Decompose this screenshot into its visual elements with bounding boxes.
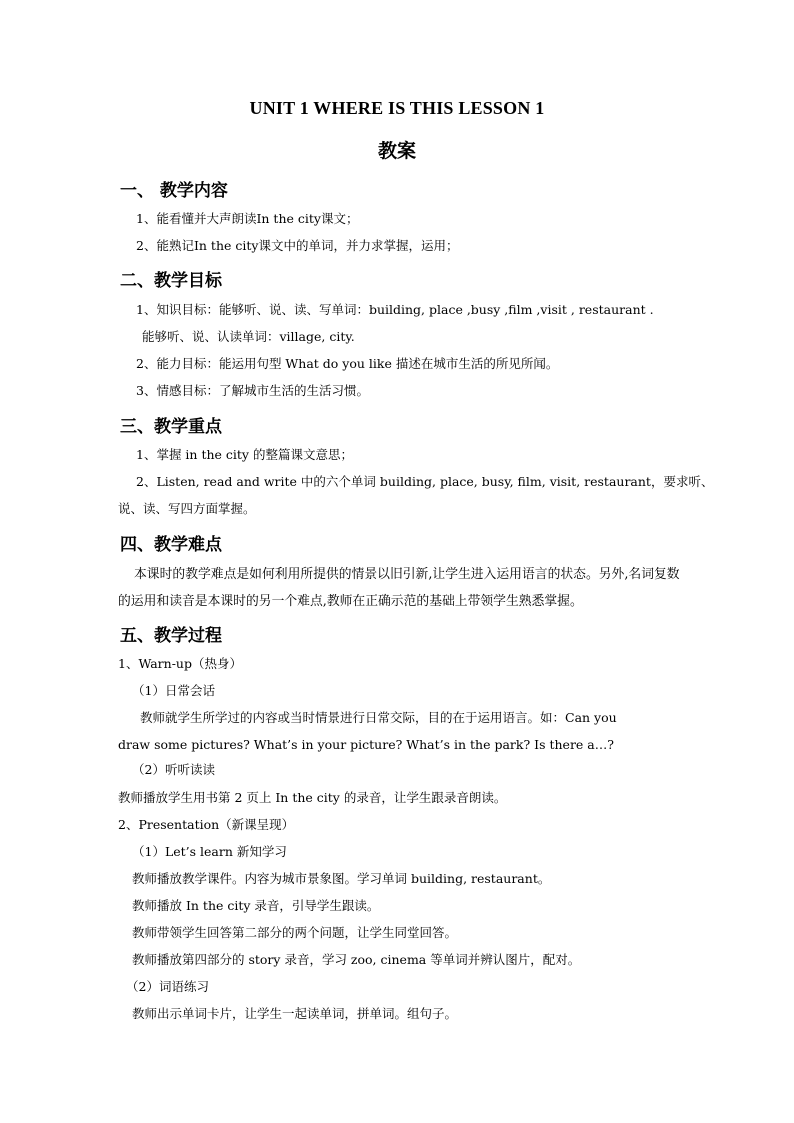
document-title: UNIT 1 WHERE IS THIS LESSON 1 bbox=[249, 98, 545, 118]
section-heading-content: 一、 教学内容 bbox=[120, 181, 228, 201]
section-heading-difficulties: 四、教学难点 bbox=[120, 535, 222, 555]
section-line: 教师播放学生用书第 2 页上 In the city 的录音，让学生跟录音朗读。 bbox=[118, 790, 507, 805]
section-line: 教师带领学生回答第二部分的两个问题，让学生同堂回答。 bbox=[132, 925, 458, 940]
section-line: 1、掌握 in the city 的整篇课文意思； bbox=[136, 447, 353, 462]
section-line: 能够听、说、认读单词：village, city. bbox=[142, 329, 355, 344]
section-line: 2、Listen, read and write 中的六个单词 building, place, busy, film, visit, restaurant，要求听、 bbox=[136, 474, 714, 489]
section-heading-process: 五、教学过程 bbox=[120, 626, 222, 646]
section-heading-objectives: 二、教学目标 bbox=[120, 271, 222, 291]
document-subtitle: 教案 bbox=[377, 140, 416, 162]
section-line: 教师播放教学课件。内容为城市景象图。学习单词 building, restaurant。 bbox=[132, 871, 551, 886]
section-line: 2、Presentation（新课呈现） bbox=[118, 817, 295, 832]
section-line: （1）Let’s learn 新知学习 bbox=[132, 844, 287, 859]
section-line: draw some pictures? What’s in your picture? What’s in the park? Is there a…? bbox=[118, 737, 614, 752]
section-line: 教师播放第四部分的 story 录音，学习 zoo, cinema 等单词并辨认图片，配对。 bbox=[132, 952, 581, 967]
section-line: 教师就学生所学过的内容或当时情景进行日常交际，目的在于运用语言。如：Can you bbox=[140, 710, 617, 725]
section-line: 1、能看懂并大声朗读In the city课文； bbox=[136, 211, 359, 226]
section-line: 教师播放 In the city 录音，引导学生跟读。 bbox=[132, 898, 380, 913]
section-line: 2、能力目标：能运用句型 What do you like 描述在城市生活的所见所闻。 bbox=[136, 356, 559, 371]
difficulties-paragraph: 本课时的教学难点是如何利用所提供的情景以旧引新,让学生进入运用语言的状态。另外,名词复数的运用和读音是本课时的另一个难点,教师在正确示范的基础上带领学生熟悉掌握。 bbox=[118, 567, 680, 609]
section-line: （2）词语练习 bbox=[126, 979, 209, 994]
section-line: 教师出示单词卡片，让学生一起读单词，拼单词。组句子。 bbox=[132, 1006, 458, 1021]
section-line: 1、Warn-up（热身） bbox=[118, 656, 242, 671]
section-heading-key-points: 三、教学重点 bbox=[120, 417, 222, 437]
section-line: 3、情感目标：了解城市生活的生活习惯。 bbox=[136, 383, 369, 398]
section-line: （2）听听读读 bbox=[132, 762, 215, 777]
section-line: 2、能熟记In the city课文中的单词，并力求掌握，运用； bbox=[136, 238, 459, 253]
section-line: 1、知识目标：能够听、说、读、写单词：building, place ,busy ,film ,visit , restaurant . bbox=[136, 302, 654, 317]
section-line: （1）日常会话 bbox=[132, 683, 215, 698]
section-line: 说、读、写四方面掌握。 bbox=[118, 501, 256, 516]
